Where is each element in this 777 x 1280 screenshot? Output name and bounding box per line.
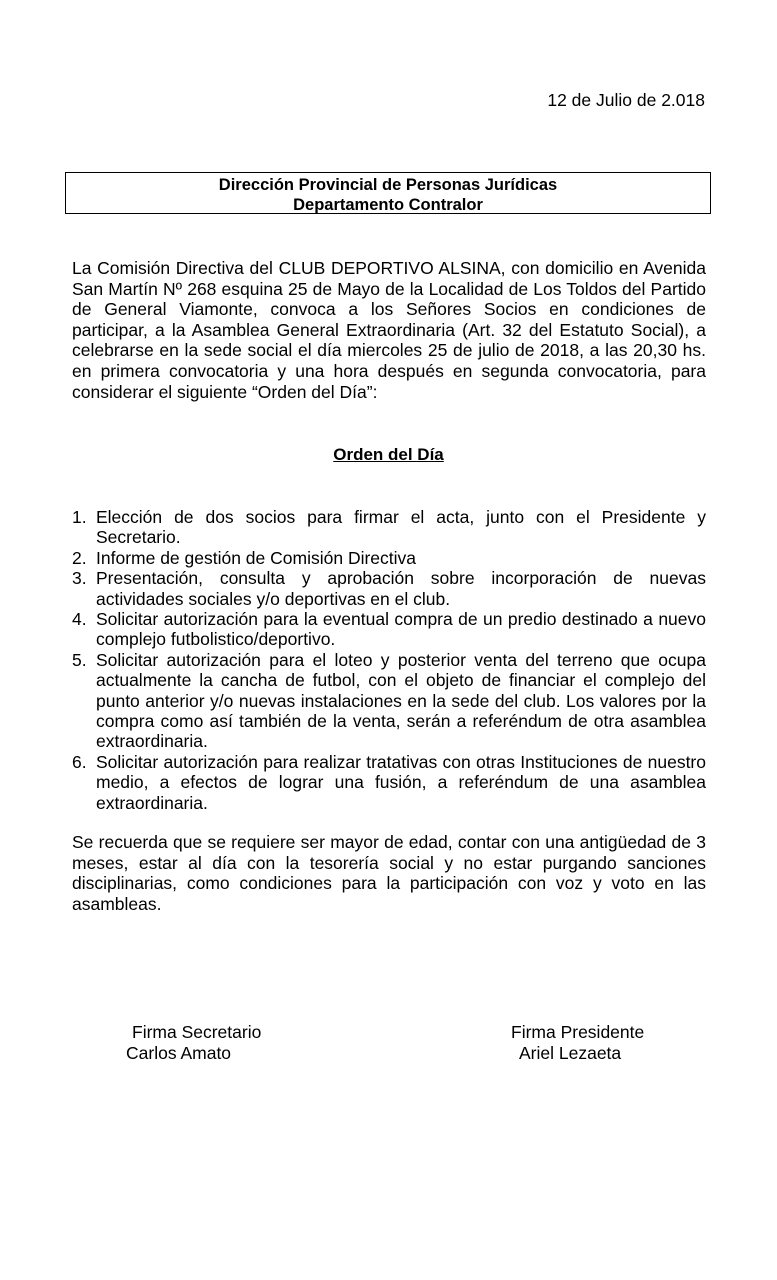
recipient-box xyxy=(65,172,711,214)
president-signature-block xyxy=(511,1022,644,1064)
agenda-item-number: 3. xyxy=(72,568,87,589)
agenda-item-number: 5. xyxy=(72,649,87,670)
recipient-line-2: Departamento Contralor xyxy=(293,196,483,214)
secretary-signature-block xyxy=(126,1022,261,1064)
agenda-item xyxy=(72,650,706,752)
agenda-item-number: 6. xyxy=(72,751,87,772)
agenda-item-number: 4. xyxy=(72,609,87,630)
agenda-item-number: 1. xyxy=(72,507,87,527)
agenda-item xyxy=(72,548,706,568)
closing-paragraph: Se recuerda que se requiere ser mayor de edad, contar con una antigüedad de 3 meses, estar al día con la tesorería social y no estar purgando sanciones disciplinarias, como condiciones para la participación con voz y voto en las asambleas. xyxy=(72,832,706,914)
document-date: 12 de Julio de 2.018 xyxy=(547,90,705,110)
agenda-item-text: Informe de gestión de Comisión Directiva xyxy=(96,547,417,568)
intro-paragraph: La Comisión Directiva del CLUB DEPORTIVO ALSINA, con domicilio en Avenida San Martín Nº 268 esquina 25 de Mayo de la Localidad de Los Toldos del Partido de General Viamonte, convoca a los Señores Socios en condiciones de participar, a la Asamblea General Extraordinaria (Art. 32 del Estatuto Social), a celebrarse en la sede social el día miercoles 25 de julio de 2018, a las 20,30 hs. en primera convocatoria y una hora después en segunda convocatoria, para considerar el siguiente “Orden del Día”: xyxy=(72,258,706,402)
agenda-list xyxy=(72,507,706,813)
president-name: Ariel Lezaeta xyxy=(519,1043,622,1063)
agenda-item-text: Solicitar autorización para el loteo y posterior venta del terreno que ocupa actualmente la cancha de futbol, con el objeto de financiar el complejo del punto anterior y/o nuevas instalaciones en la sede del club. Los valores por la compra como así también de la venta, serán a referéndum de otra asamblea extraordinaria. xyxy=(96,649,706,752)
agenda-item xyxy=(72,752,706,813)
secretary-role: Firma Secretario xyxy=(132,1022,262,1042)
agenda-item xyxy=(72,609,706,650)
agenda-item-text: Elección de dos socios para firmar el acta, junto con el Presidente y Secretario. xyxy=(96,507,706,548)
agenda-item xyxy=(72,568,706,609)
secretary-name: Carlos Amato xyxy=(126,1043,232,1063)
president-role: Firma Presidente xyxy=(511,1022,645,1042)
agenda-item-text: Solicitar autorización para realizar tratativas con otras Instituciones de nuestro medio, a efectos de lograr una fusión, a referéndum de una asamblea extraordinaria. xyxy=(96,751,706,813)
agenda-item-text: Presentación, consulta y aprobación sobre incorporación de nuevas actividades sociales y/o deportivas en el club. xyxy=(96,568,706,609)
agenda-item-number: 2. xyxy=(72,547,87,568)
agenda-item xyxy=(72,507,706,548)
recipient-line-1: Dirección Provincial de Personas Jurídicas xyxy=(218,176,558,194)
agenda-title: Orden del Día xyxy=(333,445,444,464)
agenda-item-text: Solicitar autorización para la eventual compra de un predio destinado a nuevo complejo futbolistico/deportivo. xyxy=(96,609,706,650)
